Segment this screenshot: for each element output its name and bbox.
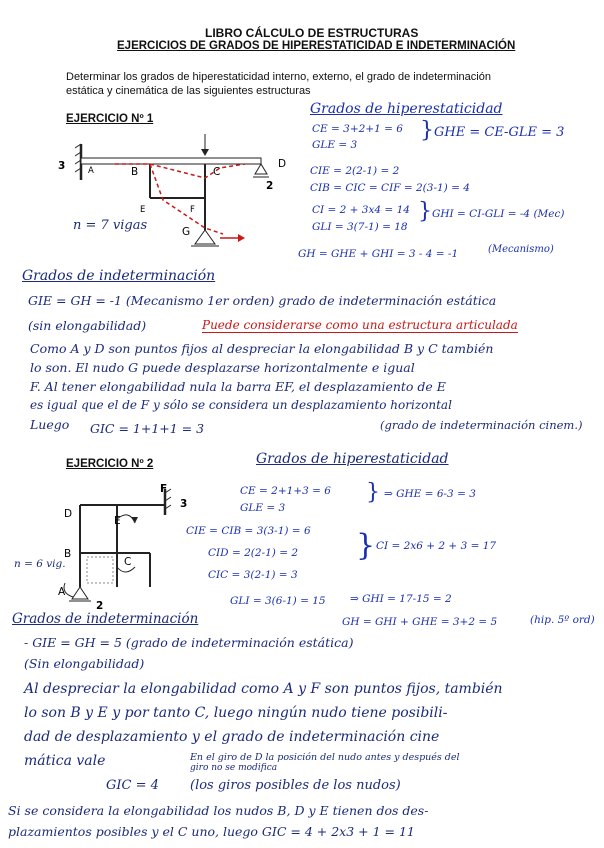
ex1-gic: GIC = 1+1+1 = 3: [90, 421, 205, 436]
ex1-para-5: Luego: [30, 417, 70, 432]
ex1-vigas: n = 7 vigas: [73, 218, 148, 233]
ex2-gli: GLI = 3(6-1) = 15: [230, 595, 326, 607]
exercise-1-heading: EJERCICIO Nº 1: [66, 113, 154, 125]
ex1-node-3: 3: [58, 160, 66, 172]
instructions-line-1: Determinar los grados de hiperestaticidad interno, externo, el grado de indeterminación: [66, 71, 491, 83]
ex1-cib: CIB = CIC = CIF = 2(3-1) = 4: [310, 182, 470, 194]
ex1-node-g: G: [182, 226, 191, 238]
ex2-ce: CE = 2+1+3 = 6: [240, 485, 331, 497]
ex1-gh-note: (Mecanismo): [488, 244, 554, 255]
ex2-node-2: 2: [96, 600, 104, 612]
ex1-node-c: C: [213, 166, 221, 178]
ex2-node-c: C: [124, 556, 132, 568]
ex2-cic: CIC = 3(2-1) = 3: [208, 569, 298, 581]
ex2-gic: GIC = 4: [106, 778, 159, 793]
ex1-node-b: B: [131, 166, 139, 178]
ex2-ghe: ⇒ GHE = 6-3 = 3: [384, 488, 476, 500]
exercise-1-diagram: [55, 128, 295, 258]
ex1-node-2: 2: [266, 180, 274, 192]
ex1-para-4: es igual que el de F y sólo se considera un desplazamiento horizontal: [30, 398, 452, 412]
ex1-para-1: Como A y D son puntos fijos al despreciar la elongabilidad B y C también: [30, 341, 494, 356]
ex2-sin-elong: (Sin elongabilidad): [24, 656, 145, 671]
page-title: LIBRO CÁLCULO DE ESTRUCTURAS: [205, 26, 419, 40]
ex2-ci: CI = 2x6 + 2 + 3 = 17: [376, 540, 497, 552]
ex2-cie: CIE = CIB = 3(3-1) = 6: [186, 525, 311, 537]
ex2-gh-note: (hip. 5º ord): [530, 614, 595, 626]
ex2-gie: - GIE = GH = 5 (grado de indeterminación estática): [24, 635, 354, 650]
instructions-line-2: estática y cinemática de las siguientes estructuras: [66, 85, 311, 97]
exercise-2-diagram: [55, 475, 230, 610]
ex2-brace-1: }: [366, 480, 380, 505]
ex2-para-6: plazamientos posibles y el C uno, luego GIC = 4 + 2x3 + 1 = 11: [8, 824, 415, 839]
ex1-brace-2: }: [418, 199, 432, 224]
ex2-node-b: B: [64, 548, 72, 560]
ex1-gic-note: (grado de indeterminación cinem.): [380, 418, 583, 432]
ex1-ce: CE = 3+2+1 = 6: [312, 123, 403, 135]
ex1-ci: CI = 2 + 3x4 = 14: [312, 204, 410, 216]
ex1-gle: GLE = 3: [312, 139, 358, 151]
ex1-articulada: Puede considerarse como una estructura articulada: [202, 318, 518, 332]
ex2-para-1: Al despreciar la elongabilidad como A y F son puntos fijos, también: [24, 681, 503, 697]
ex2-node-a: A: [58, 586, 66, 598]
ex2-gh: GH = GHI + GHE = 3+2 = 5: [342, 616, 498, 628]
ex2-node-3: 3: [180, 498, 188, 510]
ex2-para-2: lo son B y E y por tanto C, luego ningún nudo tiene posibili-: [24, 705, 448, 721]
ex2-vigas: n = 6 vig.: [14, 558, 66, 570]
ex2-note-2: giro no se modifica: [190, 763, 278, 773]
ex1-sin-elong: (sin elongabilidad): [28, 318, 147, 333]
ex2-para-3: dad de desplazamiento y el grado de indeterminación cine: [24, 729, 440, 745]
exercise-2-heading: EJERCICIO Nº 2: [66, 458, 154, 470]
ex1-node-f: F: [190, 205, 195, 215]
ex1-gie: GIE = GH = -1 (Mecanismo 1er orden) grado de indeterminación estática: [28, 293, 497, 308]
ex2-ghi: ⇒ GHI = 17-15 = 2: [350, 593, 452, 605]
ex2-hip-title: Grados de hiperestaticidad: [256, 451, 449, 467]
ex2-para-4: mática vale: [24, 753, 106, 769]
ex1-ghe: GHE = CE-GLE = 3: [434, 125, 565, 140]
ex1-para-2: lo son. El nudo G puede desplazarse horizontalmente e igual: [30, 360, 415, 375]
ex2-para-5: Si se considera la elongabilidad los nudos B, D y E tienen dos des-: [8, 803, 429, 818]
ex2-cid: CID = 2(2-1) = 2: [208, 547, 299, 559]
ex1-para-3: F. Al tener elongabilidad nula la barra EF, el desplazamiento de E: [30, 379, 446, 394]
ex1-gli: GLI = 3(7-1) = 18: [312, 221, 408, 233]
ex2-node-e: E: [114, 515, 121, 527]
ex1-node-e: E: [140, 205, 146, 215]
ex1-node-d: D: [278, 158, 287, 170]
ex2-gle: GLE = 3: [240, 502, 286, 514]
ex2-node-d: D: [64, 508, 73, 520]
ex2-brace-2: }: [356, 528, 376, 563]
ex2-gic-note: (los giros posibles de los nudos): [190, 778, 401, 793]
ex2-node-f: F: [160, 483, 168, 495]
ex1-cie: CIE = 2(2-1) = 2: [310, 165, 400, 177]
ex1-brace-1: }: [420, 118, 434, 143]
page-subtitle: EJERCICIOS DE GRADOS DE HIPERESTATICIDAD E INDETERMINACIÓN: [117, 40, 516, 52]
ex1-node-a: A: [88, 166, 94, 176]
ex1-ghi: GHI = CI-GLI = -4 (Mec): [432, 208, 565, 220]
ex1-hip-title: Grados de hiperestaticidad: [310, 101, 503, 117]
ex2-indet-title: Grados de indeterminación: [12, 611, 199, 627]
ex2-note-1: En el giro de D la posición del nudo antes y después del: [190, 752, 460, 763]
ex1-gh: GH = GHE + GHI = 3 - 4 = -1: [298, 248, 459, 260]
ex1-indet-title: Grados de indeterminación: [22, 268, 216, 284]
